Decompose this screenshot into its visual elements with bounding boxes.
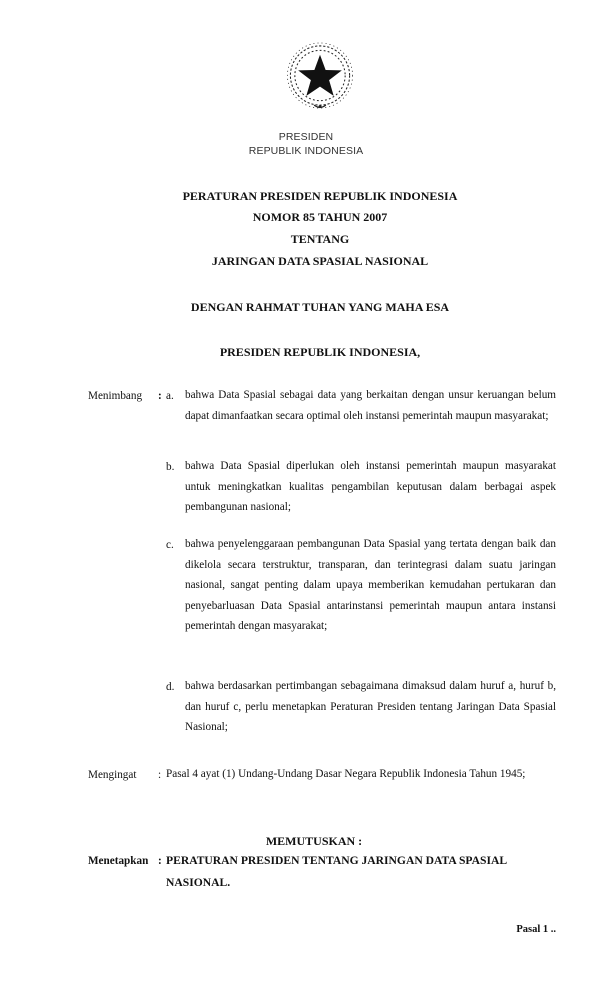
- menimbang-item-d: bahwa berdasarkan pertimbangan sebagaimana dimaksud dalam huruf a, huruf b, dan huruf c, perlu menetapkan Peraturan Presiden tentang Jaringan Data Spasial Nasional;: [185, 680, 556, 733]
- menimbang-item-b: bahwa Data Spasial diperlukan oleh instansi pemerintah maupun masyarakat untuk meningkatkan kualitas pengambilan keputusan dalam berbagai aspek pembangunan nasional;: [185, 460, 556, 513]
- mengingat-colon: :: [158, 769, 162, 781]
- mengingat-label: Mengingat: [88, 769, 137, 781]
- menimbang-item-d-letter: d.: [166, 681, 175, 693]
- menetapkan-text: PERATURAN PRESIDEN TENTANG JARINGAN DATA SPASIAL NASIONAL.: [166, 854, 507, 889]
- menimbang-item-a-letter: a.: [166, 390, 174, 402]
- document-number: NOMOR 85 TAHUN 2007: [252, 210, 388, 224]
- menetapkan-label: Menetapkan: [88, 855, 149, 867]
- menimbang-item-c: bahwa penyelenggaraan pembangunan Data Spasial yang tertata dengan baik dan dikelola secara terstruktur, transparan, dan terintegrasi dalam suatu jaringan nasional, sangat penting dalam upaya memberikan kemudahan pertukaran dan penyebarluasan Data Spasial antarinstansi pemerintah maupun antara instansi pemerintah dengan masyarakat;: [185, 538, 556, 632]
- memutuskan-heading: MEMUTUSKAN :: [265, 834, 363, 848]
- menetapkan-colon: :: [158, 855, 162, 867]
- menimbang-item-b-letter: b.: [166, 461, 175, 473]
- document-subject: JARINGAN DATA SPASIAL NASIONAL: [211, 254, 429, 268]
- document-tentang: TENTANG: [290, 232, 350, 246]
- blessing-line: DENGAN RAHMAT TUHAN YANG MAHA ESA: [190, 300, 450, 314]
- garuda-emblem-icon: [283, 40, 357, 114]
- menimbang-item-a: bahwa Data Spasial sebagai data yang berkaitan dengan unsur keruangan belum dapat dimanfaatkan secara optimal oleh instansi pemerintah maupun masyarakat;: [185, 389, 556, 422]
- document-title: PERATURAN PRESIDEN REPUBLIK INDONESIA: [182, 189, 458, 203]
- mengingat-text: Pasal 4 ayat (1) Undang-Undang Dasar Negara Republik Indonesia Tahun 1945;: [166, 768, 526, 780]
- seal-label-republik: REPUBLIK INDONESIA: [248, 145, 364, 157]
- menimbang-label: Menimbang: [88, 390, 143, 402]
- seal-label-presiden: PRESIDEN: [278, 131, 334, 143]
- menimbang-item-c-letter: c.: [166, 539, 174, 551]
- menimbang-colon: :: [158, 390, 162, 402]
- issuer-line: PRESIDEN REPUBLIK INDONESIA,: [219, 345, 421, 359]
- page-continuation: Pasal 1 ..: [516, 924, 556, 935]
